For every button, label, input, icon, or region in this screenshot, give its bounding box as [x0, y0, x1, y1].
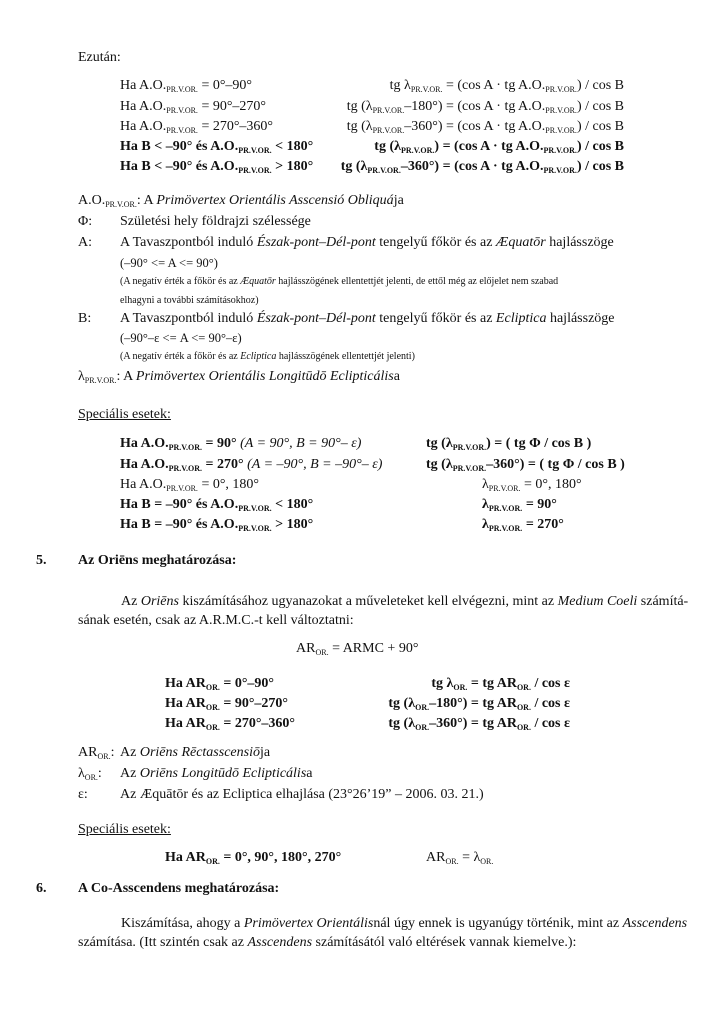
special-case-1-right: $\lambda_{PR.V.OR.} = 90^\circ$ [482, 497, 557, 513]
def-b-note: (A negatív érték a főkör és az Ecliptica hajlásszögének ellentettjét jelenti) [120, 351, 415, 362]
def-phi-key: Φ: [78, 214, 93, 229]
equation-1-right: tg $(\lambda_{PR.V.OR.}-360^\circ) = (\cos$ A · tg $A.O._{PR.V.OR.}$) / cos B [346, 119, 624, 135]
equation-1-left: Ha $A.O._{PR.V.OR.} = 0^\circ-90^\circ$ [120, 78, 253, 94]
equation-1-left: Ha B < –90° és $A.O._{PR.V.OR.} < 180^\circ$ [120, 139, 314, 155]
equation-5-right: tg $(\lambda_{OR.}-360^\circ)$ = tg $AR_{OR.}$ / cos ε [388, 716, 570, 732]
equation-1-left: Ha $A.O._{PR.V.OR.} = 270^\circ-360^\circ$ [120, 119, 274, 135]
def-phi-text: Születési hely földrajzi szélessége [120, 214, 311, 229]
special-case-1-left: Ha $A.O._{PR.V.OR.} = 270^\circ$ (A = –90°, B = –90°– ε) [120, 457, 383, 473]
special-cases-title-2: Speciális esetek: [78, 822, 171, 837]
special-cases-title-1: Speciális esetek: [78, 407, 171, 422]
def-a-note-1: (A negatív érték a főkör és az Æquatōr hajlásszögének ellentettjét jelenti, de ettől még az előjelet nem szabad [120, 276, 559, 287]
special-case-1-right: $\lambda_{PR.V.OR.} = 270^\circ$ [482, 517, 564, 533]
equation-5-right: tg $\lambda_{OR.}$ = tg $AR_{OR.}$ / cos ε [431, 676, 570, 692]
def-epsilon-key: ε: [78, 787, 88, 802]
def-b-text: A Tavaszpontból induló Észak-pont–Dél-pont tengelyű főkör és az Ecliptica hajlásszöge [120, 311, 615, 326]
equation-1-left: Ha B < –90° és $A.O._{PR.V.OR.} > 180^\circ$ [120, 159, 314, 175]
def-a-text: A Tavaszpontból induló Észak-pont–Dél-pont tengelyű főkör és az Æquatōr hajlásszöge [120, 235, 614, 250]
def-a-range: (–90° <= A <= 90°) [120, 256, 218, 270]
special-case-1-left: Ha $A.O._{PR.V.OR.} = 0^\circ$, 180° [120, 477, 260, 493]
section-6-para-line-2: számítása. (Itt szintén csak az Asscendens számításától való eltérések vannak kiemelve.): [78, 935, 577, 950]
equation-1-left: Ha $A.O._{PR.V.OR.} = 90^\circ-270^\circ$ [120, 99, 267, 115]
special-case-1-right: tg $(\lambda_{PR.V.OR.})$ = ( tg Φ / cos B ) [426, 436, 592, 452]
def-b-range: (–90°–ε <= A <= 90°–ε) [120, 331, 242, 345]
section-6-number: 6. [36, 881, 47, 896]
section-6-title: A Co-Asscendens meghatározása: [78, 881, 280, 896]
special-2-left: Ha $AR_{OR.} = 0^\circ$, 90°, 180°, 270° [165, 850, 342, 866]
equation-1-right: tg $(\lambda_{PR.V.OR.}-360^\circ) = (\cos$ A · tg $A.O._{PR.V.OR.}$) / cos B [340, 159, 624, 175]
section-5-number: 5. [36, 553, 47, 568]
special-case-1-right: tg $(\lambda_{PR.V.OR.}-360^\circ)$ = ( tg Φ / cos B ) [426, 457, 625, 473]
def-a-note-2: elhagyni a további számításokhoz) [120, 295, 259, 306]
def-ao: $A.O._{PR.V.OR.}$: A Primövertex Orientális Asscensió Obliquája [78, 193, 404, 209]
special-case-1-left: Ha B = –90° és $A.O._{PR.V.OR.} < 180^\circ$ [120, 497, 314, 513]
equation-5-right: tg $(\lambda_{OR.}-180^\circ)$ = tg $AR_{OR.}$ / cos ε [388, 696, 570, 712]
equation-5-left: Ha $AR_{OR.} = 0^\circ-90^\circ$ [165, 676, 275, 692]
special-case-1-left: Ha B = –90° és $A.O._{PR.V.OR.} > 180^\circ$ [120, 517, 314, 533]
section-5-title: Az Oriēns meghatározása: [78, 553, 237, 568]
section-6-para-line-1: Kiszámítása, ahogy a Primövertex Orientálisnál úgy ennek is ugyanúgy történik, mint az Asscendens [121, 916, 688, 931]
def-b-key: B: [78, 311, 92, 326]
special-2-right: $AR_{OR.} = \lambda_{OR.}$ [426, 850, 494, 866]
def-ar-or: $AR_{OR.}$: [78, 745, 115, 761]
equation-1-right: tg $(\lambda_{PR.V.OR.}-180^\circ) = (\cos$ A · tg $A.O._{PR.V.OR.}$) / cos B [346, 99, 624, 115]
section-5-para-line-1: Az Oriēns kiszámításához ugyanazokat a műveleteket kell elvégezni, mint az Medium Coeli számítá- [121, 594, 689, 609]
def-a-key: A: [78, 235, 92, 250]
equation-5-left: Ha $AR_{OR.} = 90^\circ-270^\circ$ [165, 696, 289, 712]
def-lambda-or: $\lambda_{OR.}$: [78, 766, 102, 782]
def-epsilon-text: Az Æquātōr és az Ecliptica elhajlása (23°26’19” – 2006. 03. 21.) [120, 787, 484, 802]
equation-1-right: tg $\lambda_{PR.V.OR.} = (\cos$ A · tg $A.O._{PR.V.OR.}$) / cos B [389, 78, 624, 94]
equation-5-left: Ha $AR_{OR.} = 270^\circ-360^\circ$ [165, 716, 296, 732]
def-ar-or-text: Az Oriēns Rēctasscensiōja [120, 745, 271, 760]
armc-formula: $AR_{OR.}$ = ARMC + 90° [296, 641, 419, 657]
special-case-1-left: Ha $A.O._{PR.V.OR.} = 90^\circ$ (A = 90°, B = 90°– ε) [120, 436, 362, 452]
section-5-para-line-2: sának esetén, csak az A.R.M.C.-t kell változtatni: [78, 613, 354, 628]
intro-text: Ezután: [78, 50, 121, 65]
def-lambda-or-text: Az Oriēns Longitūdō Eclipticálisa [120, 766, 313, 781]
special-case-1-right: $\lambda_{PR.V.OR.} = 0^\circ$, 180° [482, 477, 582, 493]
def-lambda: $\lambda_{PR.V.OR.}$: A Primövertex Orientális Longitūdō Eclipticálisa [78, 369, 400, 385]
equation-1-right: tg $(\lambda_{PR.V.OR.}) = (\cos$ A · tg $A.O._{PR.V.OR.}$) / cos B [374, 139, 624, 155]
